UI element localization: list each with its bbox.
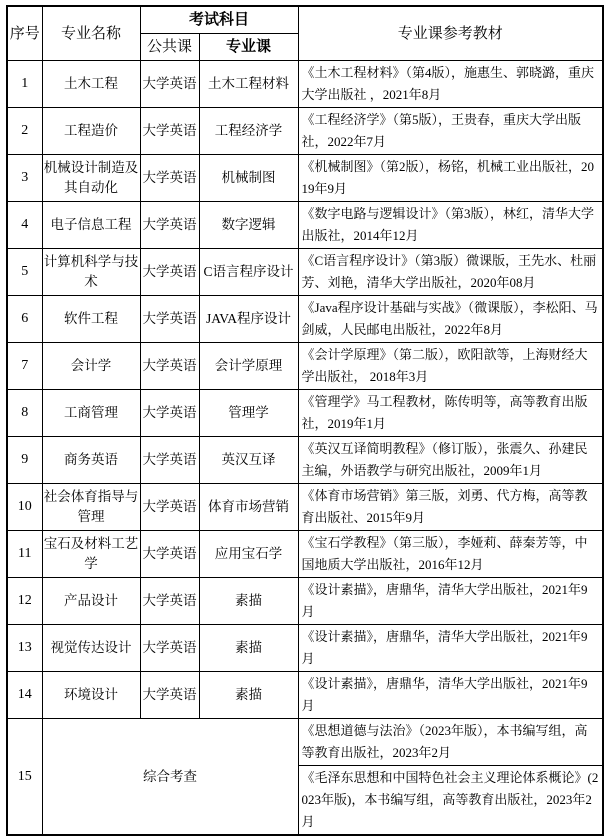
public-course-cell: 大学英语 — [140, 531, 199, 578]
row-number-cell: 15 — [7, 719, 42, 836]
table-row — [7, 484, 603, 531]
professional-course-cell: 应用宝石学 — [199, 531, 298, 578]
table-row — [7, 390, 603, 437]
major-name-cell: 商务英语 — [42, 437, 140, 484]
major-name-cell: 工程造价 — [42, 108, 140, 155]
table-row — [7, 578, 603, 625]
reference-cell: 《C语言程序设计》（第3版）微课版，王先水、杜丽芳、刘艳，清华大学出版社，2020年08月 — [298, 249, 603, 296]
professional-course-cell: 土木工程材料 — [199, 61, 298, 108]
header-professional-course: 专业课 — [199, 34, 298, 61]
header-subjects: 考试科目 — [140, 6, 298, 34]
row-number-cell: 6 — [7, 296, 42, 343]
public-course-cell: 大学英语 — [140, 296, 199, 343]
header-no: 序号 — [7, 6, 42, 61]
reference-cell: 《设计素描》，唐鼎华，清华大学出版社，2021年9月 — [298, 625, 603, 672]
row-number-cell: 2 — [7, 108, 42, 155]
public-course-cell: 大学英语 — [140, 672, 199, 719]
professional-course-cell: 英汉互译 — [199, 437, 298, 484]
professional-course-cell: 管理学 — [199, 390, 298, 437]
reference-cell: 《数字电路与逻辑设计》（第3版），林红，清华大学出版社，2014年12月 — [298, 202, 603, 249]
major-name-cell: 会计学 — [42, 343, 140, 390]
public-course-cell: 大学英语 — [140, 155, 199, 202]
row-number-cell: 12 — [7, 578, 42, 625]
row-number-cell: 8 — [7, 390, 42, 437]
row-number-cell: 4 — [7, 202, 42, 249]
header-reference: 专业课参考教材 — [298, 6, 603, 61]
reference-cell: 《机械制图》（第2版），杨铭，机械工业出版社，2019年9月 — [298, 155, 603, 202]
public-course-cell: 大学英语 — [140, 390, 199, 437]
reference-cell: 《设计素描》，唐鼎华，清华大学出版社，2021年9月 — [298, 672, 603, 719]
public-course-cell: 大学英语 — [140, 61, 199, 108]
header-major: 专业名称 — [42, 6, 140, 61]
reference-cell: 《Java程序设计基础与实战》（微课版），李松阳、马剑威，人民邮电出版社，2022年8月 — [298, 296, 603, 343]
table-row — [7, 531, 603, 578]
major-name-cell: 社会体育指导与管理 — [42, 484, 140, 531]
reference-cell: 《思想道德与法治》（2023年版），本书编写组，高等教育出版社，2023年2月 — [298, 719, 603, 766]
public-course-cell: 大学英语 — [140, 578, 199, 625]
professional-course-cell: 机械制图 — [199, 155, 298, 202]
table-row — [7, 249, 603, 296]
public-course-cell: 大学英语 — [140, 625, 199, 672]
reference-cell: 《土木工程材料》（第4版），施惠生、郭晓潞，重庆大学出版社 ，2021年8月 — [298, 61, 603, 108]
professional-course-cell: 工程经济学 — [199, 108, 298, 155]
row-number-cell: 11 — [7, 531, 42, 578]
professional-course-cell: 数字逻辑 — [199, 202, 298, 249]
header-public-course: 公共课 — [140, 34, 199, 61]
row-number-cell: 9 — [7, 437, 42, 484]
table-row — [7, 343, 603, 390]
reference-cell: 《设计素描》，唐鼎华，清华大学出版社，2021年9月 — [298, 578, 603, 625]
public-course-cell: 大学英语 — [140, 437, 199, 484]
major-name-cell: 计算机科学与技术 — [42, 249, 140, 296]
table-row-comprehensive — [7, 719, 603, 766]
table-row — [7, 202, 603, 249]
public-course-cell: 大学英语 — [140, 484, 199, 531]
row-number-cell: 14 — [7, 672, 42, 719]
professional-course-cell: C语言程序设计 — [199, 249, 298, 296]
table-row — [7, 61, 603, 108]
major-name-cell: 环境设计 — [42, 672, 140, 719]
major-name-cell: 宝石及材料工艺学 — [42, 531, 140, 578]
table-row — [7, 108, 603, 155]
reference-cell: 《宝石学教程》（第三版），李娅莉、薛秦芳等，中国地质大学出版社，2016年12月 — [298, 531, 603, 578]
professional-course-cell: 素描 — [199, 672, 298, 719]
public-course-cell: 大学英语 — [140, 202, 199, 249]
comprehensive-exam-cell: 综合考查 — [42, 719, 298, 836]
major-name-cell: 电子信息工程 — [42, 202, 140, 249]
major-name-cell: 产品设计 — [42, 578, 140, 625]
header-row-top — [7, 6, 603, 34]
table-row — [7, 625, 603, 672]
major-name-cell: 机械设计制造及其自动化 — [42, 155, 140, 202]
exam-subjects-table — [6, 5, 604, 836]
table-row — [7, 437, 603, 484]
major-name-cell: 工商管理 — [42, 390, 140, 437]
reference-cell: 《管理学》马工程教材，陈传明等，高等教育出版社，2019年1月 — [298, 390, 603, 437]
row-number-cell: 1 — [7, 61, 42, 108]
public-course-cell: 大学英语 — [140, 108, 199, 155]
document-page — [0, 5, 610, 829]
row-number-cell: 5 — [7, 249, 42, 296]
reference-cell: 《毛泽东思想和中国特色社会主义理论体系概论》(2023年版)，本书编写组，高等教育出版社，2023年2月 — [298, 766, 603, 836]
row-number-cell: 7 — [7, 343, 42, 390]
table-row — [7, 155, 603, 202]
table-row — [7, 296, 603, 343]
major-name-cell: 软件工程 — [42, 296, 140, 343]
row-number-cell: 3 — [7, 155, 42, 202]
reference-cell: 《会计学原理》（第二版），欧阳歆等，上海财经大学出版社， 2018年3月 — [298, 343, 603, 390]
major-name-cell: 视觉传达设计 — [42, 625, 140, 672]
row-number-cell: 13 — [7, 625, 42, 672]
row-number-cell: 10 — [7, 484, 42, 531]
public-course-cell: 大学英语 — [140, 249, 199, 296]
reference-cell: 《体育市场营销》第三版，刘勇、代方梅，高等教育出版社、2015年9月 — [298, 484, 603, 531]
professional-course-cell: 体育市场营销 — [199, 484, 298, 531]
reference-cell: 《英汉互译简明教程》（修订版），张震久、孙建民主编，外语教学与研究出版社，2009年1月 — [298, 437, 603, 484]
reference-cell: 《工程经济学》（第5版），王贵春，重庆大学出版社，2022年7月 — [298, 108, 603, 155]
professional-course-cell: 会计学原理 — [199, 343, 298, 390]
professional-course-cell: JAVA程序设计 — [199, 296, 298, 343]
table-row — [7, 672, 603, 719]
professional-course-cell: 素描 — [199, 578, 298, 625]
professional-course-cell: 素描 — [199, 625, 298, 672]
public-course-cell: 大学英语 — [140, 343, 199, 390]
major-name-cell: 土木工程 — [42, 61, 140, 108]
